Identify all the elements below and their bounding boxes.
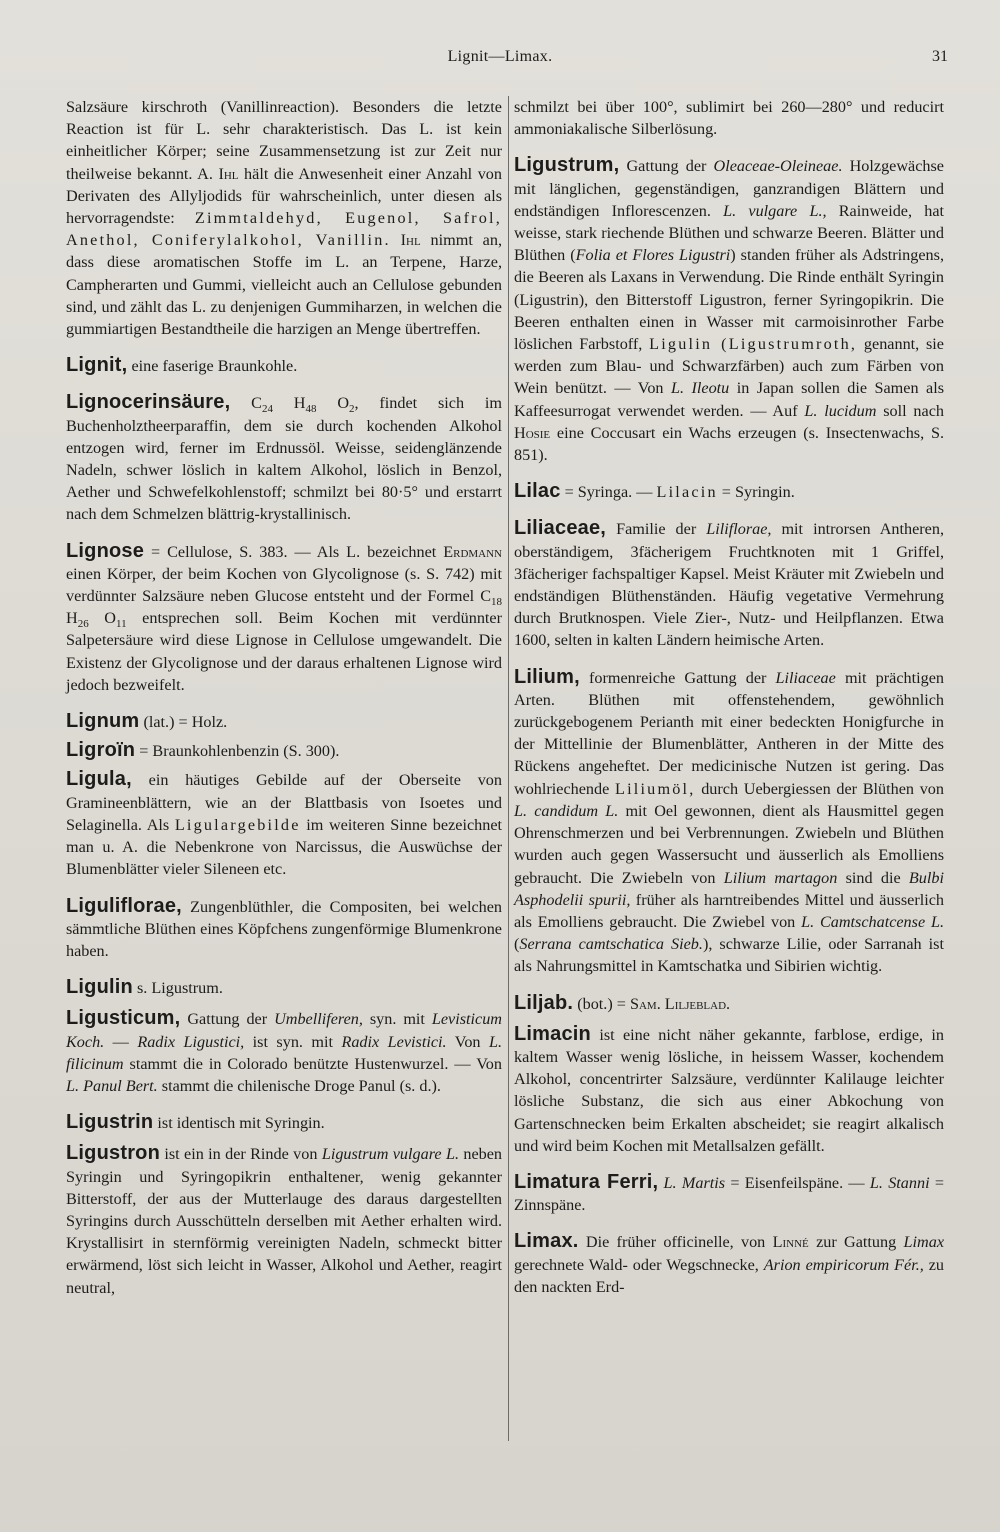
italic-term: L. vulgare L., — [723, 201, 827, 220]
entry-text: nimmt an, dass diese aromatischen Stoffe im L. an Terpene, Harze, Campherarten und Gummi, vielleicht auch an Cellulose gebunden sind, und zählt das L. zu denjenigen Gummiharzen, in welchen die gummiartigen Bestandtheile die harzigen an Menge übertreffen. — [66, 231, 502, 339]
entry-lignum — [66, 710, 502, 733]
entry-text: = Syringin. — [717, 483, 795, 502]
entry-text: Zungenblüthler, die Compositen, bei welchen sämmtliche Blüthen eines Köpfchens zungenförmige Blumenkrone haben. — [66, 897, 502, 960]
entry-text: , findet sich im Buchenholztheerparaffin, dem sie durch kochenden Alkohol entzogen wird, ferner im Erdnussöl. Weisse, seidenglänzende Nadeln, schwer löslich in kaltem Alkohol, löslich in Benzol, Aether und Schwefelkohlenstoff; schmilzt bei 80·5° und erstarrt nach dem Schmelzen blättrig-krystallinisch. — [66, 394, 502, 524]
entry-text: mit Oel gewonnen, dient als Hausmittel gegen Ohrenschmerzen und bei Verbrennungen. Zwiebeln und Blüthen wurden auch gegen Wassersucht und äusserlich als Emolliens gebraucht. Die Zwiebeln von — [514, 801, 944, 887]
entry-headword: Liguliflorae, — [66, 894, 182, 917]
entry-text: (lat.) = Holz. — [139, 713, 228, 732]
entry-text: Holzgewächse mit länglichen, gegenständigen, ganzrandigen Blättern und endständigen Inflorescenzen. — [514, 157, 944, 220]
entry-headword: Liljab. — [514, 991, 574, 1014]
entry-text: syn. mit — [362, 1010, 432, 1029]
entry-text: mit prächtigen Arten. Blüthen mit offenstehendem, gewöhnlich zurückgebogenem Perianth mit einer bedeckten Honigfurche in der Mittellinie der Blumenblätter, Antheren in der Mitte des Rückens angeheftet. Der medicinische Nutzen ist gering. Das wohlriechende — [514, 668, 944, 798]
entry-headword: Limax. — [514, 1230, 579, 1253]
formula-subscript: 18 — [491, 596, 502, 609]
entry-liguliflorae — [66, 895, 502, 963]
entry-continuation-right — [514, 96, 944, 140]
italic-term: Folia et Flores Ligustri — [575, 246, 731, 265]
italic-term: L. Camtschatcense L. — [801, 912, 945, 931]
italic-term: L. Stanni — [869, 1173, 930, 1192]
italic-term: L. Panul Bert. — [66, 1076, 158, 1095]
entry-text: Gattung der — [619, 157, 714, 176]
formula-part: C — [230, 394, 262, 413]
italic-term: L. lucidum — [804, 401, 877, 420]
entry-headword: Lilium, — [514, 665, 580, 688]
italic-term: Bulbi Asphodelii spurii, — [514, 868, 944, 909]
formula-part: O — [316, 394, 350, 413]
entry-text: durch Uebergiessen der Blüthen von — [695, 779, 944, 798]
entry-continuation-left — [66, 96, 502, 340]
entry-liljab — [514, 992, 944, 1015]
entry-text: früher als harntreibendes Mittel und äusserlich als Emolliens gebraucht. Die Zwiebel von — [514, 890, 944, 931]
column-divider — [508, 96, 509, 1441]
italic-term: L. Ileotu — [671, 379, 730, 398]
entry-text: stammt die chilenische Droge Panul (s. d.). — [157, 1076, 441, 1095]
author-name: Linné — [772, 1233, 809, 1252]
entry-headword: Ligula, — [66, 768, 132, 791]
entry-text: = Zinnspäne. — [514, 1173, 944, 1215]
running-head: Lignit—Limax. — [447, 48, 553, 65]
entry-ligustrum — [514, 154, 944, 466]
italic-term: Liliaceae — [775, 668, 836, 687]
entry-text: = Braunkohlenbenzin (S. 300). — [135, 742, 340, 761]
entry-headword: Limacin — [514, 1022, 591, 1045]
entry-text: Salzsäure kirschroth (Vanillinreaction). Besonders die letzte Reaction ist für L. sehr charakteristisch. Das L. ist kein einheitlicher Körper; seine Zusammensetzung ist zur Zeit nur theilweise bekannt. A. — [66, 98, 502, 183]
author-name: Ihl — [218, 164, 239, 183]
entry-text: = Cellulose, S. 383. — Als L. bezeichnet — [144, 542, 444, 561]
entry-text: im weiteren Sinne bezeichnet man u. A. die Nebenkrone von Narcissus, die Auswüchse der Blumenblätter vieler Sileneen etc. — [66, 815, 502, 879]
entry-text: ( — [514, 935, 520, 954]
left-column — [66, 96, 502, 1313]
entry-text: Von — [446, 1032, 489, 1051]
entry-text: stammt die in Colorado benützte Hustenwurzel. — Von — [123, 1054, 502, 1073]
formula-part: H — [272, 394, 306, 413]
entry-text: in Japan sollen die Samen als Kaffeesurrogat verwendet werden. — Auf — [514, 379, 944, 420]
italic-term: L. Martis — [663, 1173, 726, 1192]
entry-text: eine faserige Braunkohle. — [127, 357, 298, 376]
entry-text: hält die Anwesenheit einer Anzahl von Derivaten des Allyljodids für wahrscheinlich, unter diesen als hervorragendste: — [66, 164, 502, 228]
italic-term: Oleaceae-Oleineae. — [713, 157, 843, 176]
author-name: Ihl — [400, 231, 421, 250]
entry-text: entsprechen soll. Beim Kochen mit verdünnter Salpetersäure wird diese Lignose in Cellulose umgewandelt. Die Existenz der Glycolignose und der daraus erhaltenen Lignose wird jedoch bezweifelt. — [66, 609, 502, 694]
entry-headword: Ligulin — [66, 976, 133, 999]
entry-ligroin — [66, 739, 502, 762]
italic-term: Radix Levistici. — [341, 1032, 447, 1051]
spaced-term: Liliumöl, — [614, 779, 696, 798]
entry-limax — [514, 1230, 944, 1298]
entry-lilac — [514, 480, 944, 503]
entry-text: genannt, sie werden zum Blau- und Schwarzfärben) auch zum Färben von Wein benützt. — Von — [514, 335, 944, 398]
author-name: Sam. Liljeblad. — [629, 994, 731, 1013]
entry-text: ), schwarze Lilie, oder Sarranah ist als Nahrungsmittel in Kamtschatka und Sibirien wichtig. — [514, 935, 944, 976]
entry-text: neben Syringin und Syringopikrin enthaltener, wenig gekannter Bitterstoff, der aus der Mutterlauge des daraus dargestellten Syringins durch Ausschütteln derselben mit Aether erhalten wird. Krystallisirt in sternförmig vereinigten Nadeln, schmeckt bitter erwärmend, löst sich leicht in Wasser, Alkohol und Aether, reagirt neutral, — [66, 1145, 503, 1297]
italic-term: Radix Ligustici, — [137, 1032, 245, 1051]
entry-headword: Liliaceae, — [514, 517, 607, 540]
spaced-term: Ligulargebilde — [174, 815, 301, 834]
entry-headword: Lilac — [514, 480, 561, 503]
entry-limacin — [514, 1023, 944, 1157]
entry-text: = Eisenfeilspäne. — — [725, 1173, 870, 1192]
italic-term: Ligustrum vulgare L. — [321, 1145, 459, 1164]
entry-ligula — [66, 768, 502, 880]
entry-headword: Limatura Ferri, — [514, 1170, 659, 1193]
entry-headword: Ligusticum, — [66, 1007, 181, 1030]
entry-ligulin — [66, 976, 502, 999]
italic-term: Serrana camtschatica Sieb. — [519, 935, 703, 954]
entry-headword: Ligustrum, — [514, 154, 620, 177]
entry-text — [391, 231, 401, 249]
entry-text: ist eine nicht näher gekannte, farblose, erdige, in kaltem Wasser wenig lösliche, in heissem Wasser, kochendem Alkohol, concentrirter Salzsäure, verdünnter Kalilauge leichter lösliche Substanz, die sich aus einer Abkochung von Gartenschnecken beim Erkalten abscheidet; sie reagirt alkalisch und wird beim Kochen mit Metallsalzen gefällt. — [514, 1025, 944, 1155]
entry-text: — — [104, 1032, 138, 1051]
formula-part: O — [88, 609, 116, 628]
entry-ligustrin — [66, 1111, 502, 1134]
italic-term: Levisticum Koch. — [66, 1010, 502, 1051]
author-name: Hosie — [514, 423, 551, 442]
entry-headword: Lignocerinsäure, — [66, 391, 231, 414]
entry-headword: Ligroïn — [66, 739, 136, 762]
page-header — [0, 48, 1000, 74]
entry-headword: Lignose — [66, 539, 145, 562]
entry-text: (bot.) = — [573, 994, 630, 1013]
spaced-term: Ligulin (Ligustrumroth, — [649, 335, 858, 354]
entry-text: eine Coccusart ein Wachs erzeugen (s. Insectenwachs, S. 851). — [514, 423, 944, 465]
entry-text: ein häutiges Gebilde auf der Oberseite von Gramineenblättern, wie an der Blattbasis von Isoetes und Selaginella. Als — [66, 771, 502, 834]
author-name: Erdmann — [443, 542, 502, 561]
entry-liliaceae — [514, 517, 944, 651]
entry-text: ist syn. mit — [244, 1032, 342, 1051]
entry-ligusticum — [66, 1007, 502, 1097]
entry-text: gerechnete Wald- oder Wegschnecke, — [514, 1255, 764, 1274]
entry-text: Gattung der — [180, 1010, 275, 1029]
formula-subscript: 26 — [77, 618, 89, 631]
entry-ligustron — [66, 1142, 502, 1298]
spaced-term: Lilacin — [656, 483, 718, 502]
entry-headword: Lignum — [66, 710, 140, 733]
entry-text: zu den nackten Erd- — [514, 1255, 945, 1296]
formula-subscript: 11 — [116, 618, 127, 631]
italic-term: L. filicinum — [66, 1032, 503, 1073]
entry-text: einen Körper, der beim Kochen von Glycolignose (s. S. 742) mit verdünnter Salzsäure neben Glucose entsteht und der Formel C — [66, 564, 502, 606]
italic-term: Arion empiricorum Fér., — [763, 1255, 924, 1274]
entry-text: formenreiche Gattung der — [579, 668, 776, 687]
italic-term: Umbelliferen, — [274, 1010, 363, 1029]
entry-text: mit introrsen Antheren, oberständigem, 3fächerigem Fruchtknoten mit 1 Griffel, 3fächeriger fachspaltiger Kapsel. Meist Kräuter mit Zwiebeln und endständigen Blüthenständen. Häufig vegetative Vermehrung durch Brutknospen. Viele Zier-, Nutz- und Heilpflanzen. Etwa 1600, selten in kalten Ländern heimische Arten. — [514, 520, 945, 650]
entry-text: Familie der — [606, 520, 707, 539]
entry-text: Die früher officinelle, von — [578, 1233, 773, 1252]
entry-text: soll nach — [876, 401, 944, 420]
formula-subscript: 48 — [305, 403, 317, 416]
entry-headword: Lignit, — [66, 354, 128, 377]
entry-lignose — [66, 540, 502, 696]
entry-text: schmilzt bei über 100°, sublimirt bei 260—280° und reducirt ammoniakalische Silberlösung. — [514, 98, 944, 139]
entry-headword: Ligustron — [66, 1142, 161, 1165]
entry-text: Rainweide, hat weisse, stark riechende Blüthen und schwarze Beeren. Blätter und Blüthen ( — [514, 201, 944, 265]
spaced-term: Zimmtaldehyd, Eugenol, Safrol, Anethol, Coniferylalkohol, Vanillin. — [66, 209, 502, 250]
right-column — [514, 96, 944, 1312]
formula-subscript: 2 — [349, 403, 355, 416]
formula-part: H — [66, 609, 78, 628]
entry-lilium — [514, 666, 944, 978]
entry-text: ) standen früher als Adstringens, die Beeren als Laxans in Verwendung. Die Rinde enthält Syringin (Ligustrin), den Bitterstoff Ligustron, ferner Syringopikrin. Die Beeren enthalten einen in Wasser mit carmoisinrother Farbe löslichen Farbstoff, — [514, 246, 944, 354]
entry-text: = Syringa. — — [560, 483, 657, 502]
entry-text: ist ein in der Rinde von — [160, 1145, 322, 1164]
entry-limatura-ferri — [514, 1171, 944, 1216]
entry-lignit — [66, 354, 502, 377]
italic-term: L. candidum L. — [514, 801, 619, 820]
entry-text: s. Ligustrum. — [132, 979, 223, 998]
entry-text: sind die — [837, 868, 909, 887]
entry-text: ist identisch mit Syringin. — [153, 1114, 325, 1133]
italic-term: Liliflorae, — [706, 520, 772, 539]
entry-lignocerinsaeure — [66, 391, 502, 525]
italic-term: Lilium martagon — [723, 868, 838, 887]
page-number: 31 — [932, 48, 948, 65]
formula-subscript: 24 — [261, 403, 273, 416]
entry-text: zur Gattung — [808, 1233, 904, 1252]
italic-term: Limax — [903, 1233, 944, 1252]
entry-headword: Ligustrin — [66, 1111, 154, 1134]
